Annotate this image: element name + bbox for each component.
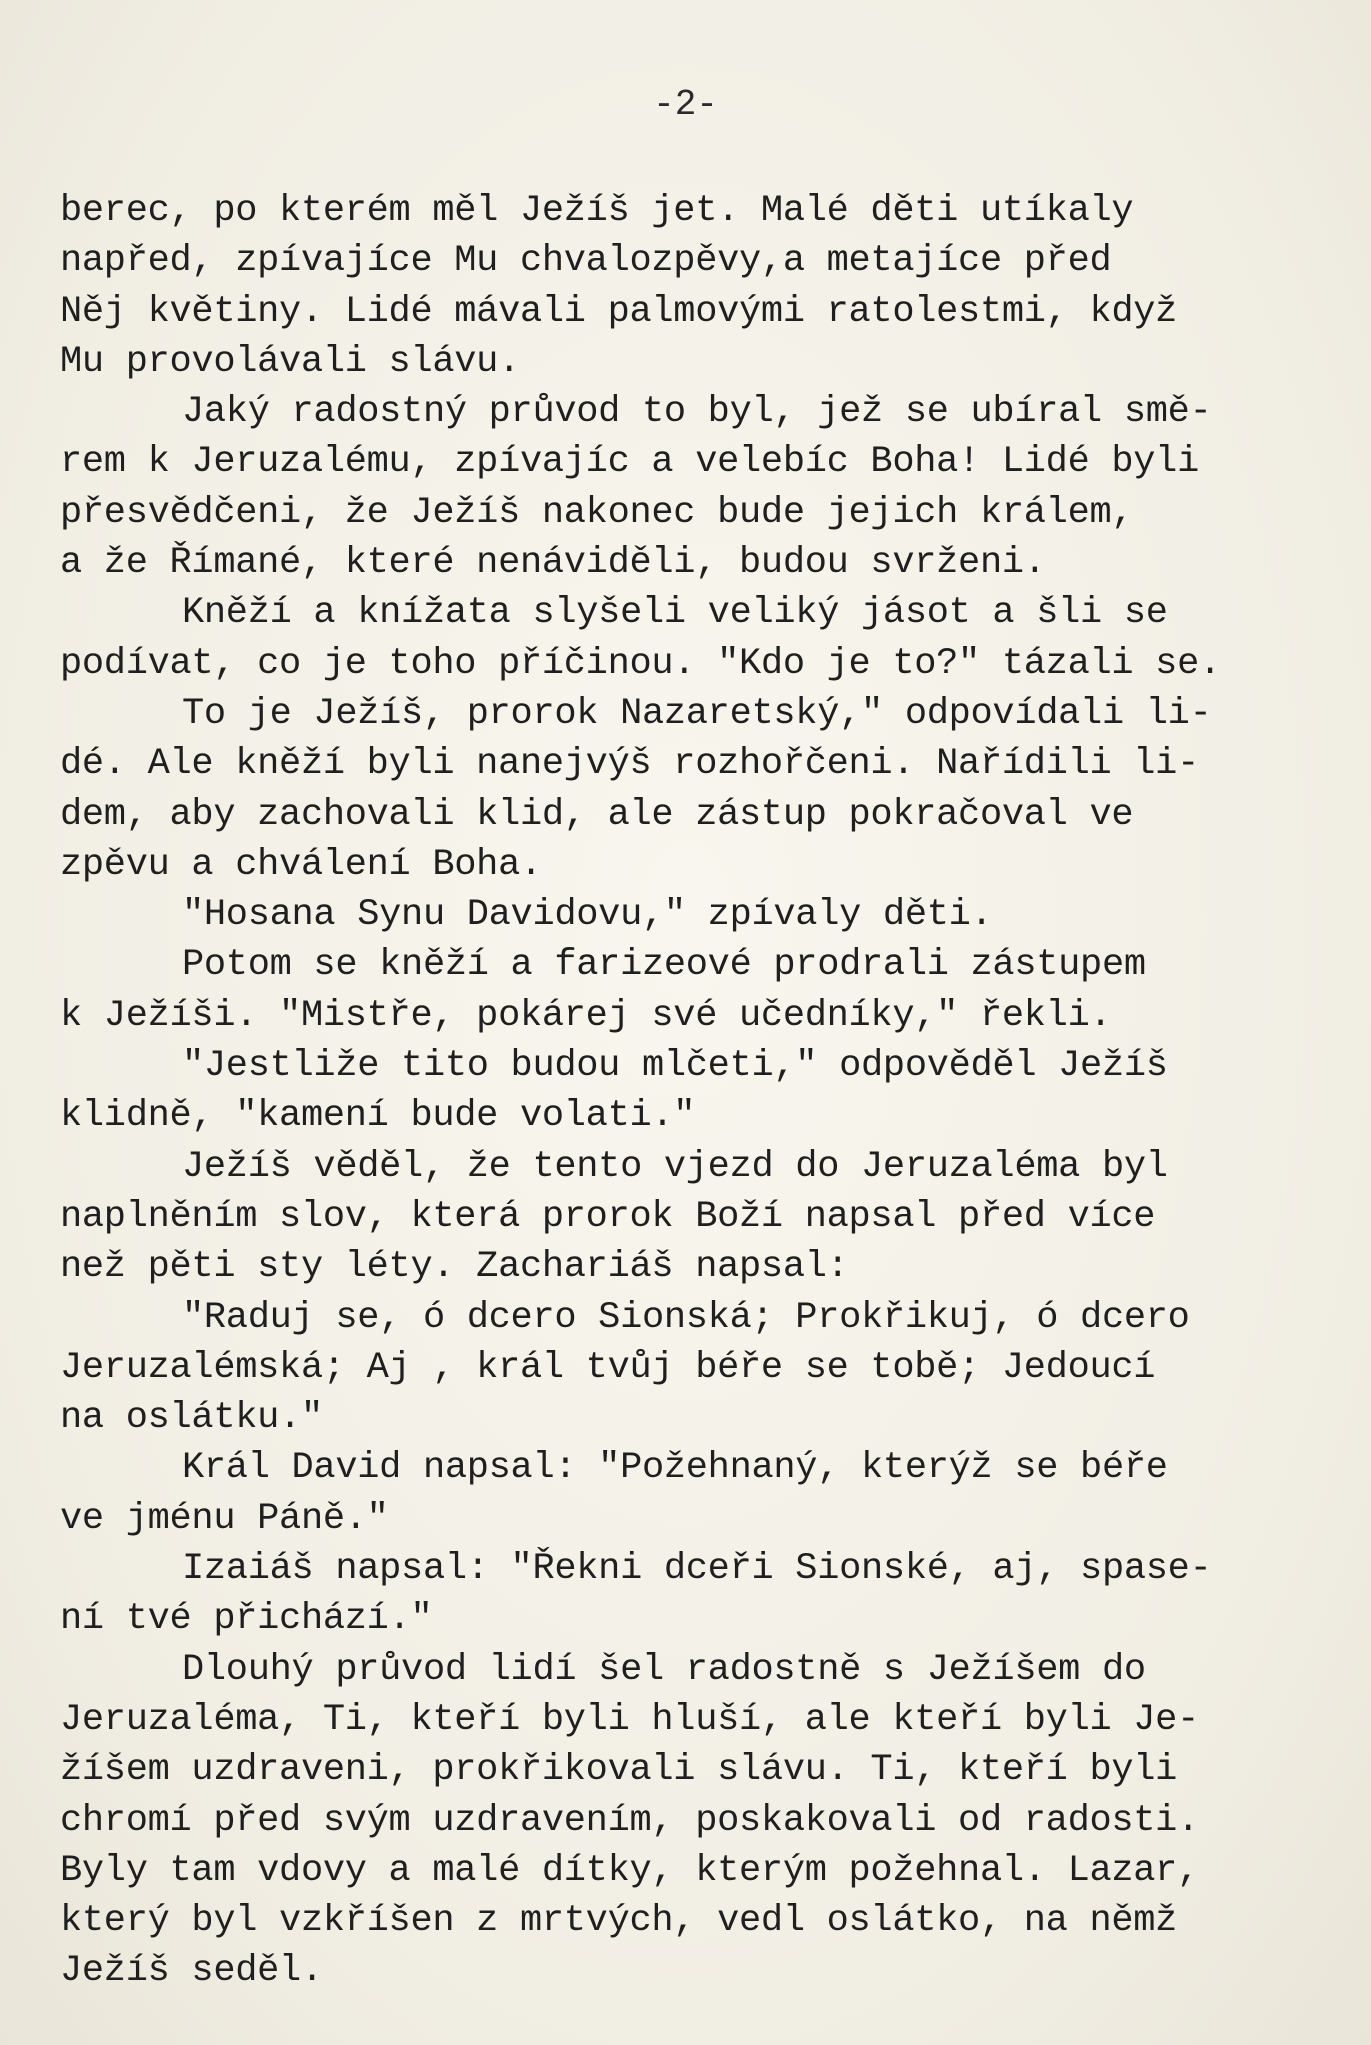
text-line: Jeruzaléma, Ti, kteří byli hluší, ale kteří byli Je-: [60, 1698, 1199, 1741]
text-line: ve jménu Páně.": [60, 1497, 389, 1540]
text-line: podívat, co je toho příčinou. "Kdo je to?" tázali se.: [60, 642, 1221, 685]
text-line: žíšem uzdraveni, prokřikovali slávu. Ti, kteří byli: [60, 1749, 1178, 1792]
text-line: "Raduj se, ó dcero Sionská; Prokřikuj, ó dcero: [182, 1296, 1190, 1339]
text-line: Izaiáš napsal: "Řekni dceři Sionské, aj, spase-: [182, 1548, 1212, 1591]
text-line: napřed, zpívajíce Mu chvalozpěvy,a metajíce před: [60, 240, 1112, 283]
text-line: berec, po kterém měl Ježíš jet. Malé děti utíkaly: [60, 190, 1134, 232]
text-line: dé. Ale kněží byli nanejvýš rozhořčeni. Nařídili li-: [60, 743, 1199, 786]
text-line: klidně, "kamení bude volati.": [60, 1095, 696, 1138]
text-line: Jaký radostný průvod to byl, jež se ubíral smě-: [182, 391, 1212, 434]
text-line: "Jestliže tito budou mlčeti," odpověděl Ježíš: [182, 1045, 1168, 1088]
text-line: než pěti sty léty. Zachariáš napsal:: [60, 1246, 849, 1289]
text-line: "Hosana Synu Davidovu," zpívaly děti.: [182, 894, 993, 937]
text-line: To je Ježíš, prorok Nazaretský," odpovídali li-: [182, 692, 1212, 735]
text-line: Ježíš seděl.: [60, 1950, 323, 1993]
page-number: -2-: [653, 84, 718, 125]
text-line: Ježíš věděl, že tento vjezd do Jeruzaléma byl: [182, 1145, 1168, 1188]
text-line: přesvědčeni, že Ježíš nakonec bude jejich králem,: [60, 491, 1134, 534]
text-line: Král David napsal: "Požehnaný, kterýž se béře: [182, 1447, 1168, 1490]
text-line: zpěvu a chválení Boha.: [60, 843, 542, 886]
text-line: Potom se kněží a farizeové prodrali zástupem: [182, 944, 1146, 987]
text-line: rem k Jeruzalému, zpívajíc a velebíc Boha! Lidé byli: [60, 441, 1199, 484]
text-line: chromí před svým uzdravením, poskakovali od radosti.: [60, 1799, 1199, 1842]
body-text: [60, 186, 1350, 1997]
text-line: Jeruzalémská; Aj , král tvůj béře se tobě; Jedoucí: [60, 1346, 1156, 1389]
text-line: který byl vzkříšen z mrtvých, vedl oslátko, na němž: [60, 1900, 1178, 1943]
text-line: Mu provolávali slávu.: [60, 340, 520, 383]
text-line: naplněním slov, která prorok Boží napsal před více: [60, 1195, 1156, 1238]
text-line: dem, aby zachovali klid, ale zástup pokračoval ve: [60, 793, 1134, 836]
text-line: na oslátku.": [60, 1397, 323, 1440]
text-line: Něj květiny. Lidé mávali palmovými ratolestmi, když: [60, 290, 1178, 333]
text-line: Dlouhý průvod lidí šel radostně s Ježíšem do: [182, 1648, 1146, 1691]
text-line: a že Římané, které nenáviděli, budou svrženi.: [60, 542, 1046, 585]
text-line: Kněží a knížata slyšeli veliký jásot a šli se: [182, 592, 1168, 635]
text-line: k Ježíši. "Mistře, pokárej své učedníky," řekli.: [60, 994, 1112, 1037]
text-line: Byly tam vdovy a malé dítky, kterým požehnal. Lazar,: [60, 1849, 1199, 1892]
text-line: ní tvé přichází.": [60, 1598, 433, 1641]
